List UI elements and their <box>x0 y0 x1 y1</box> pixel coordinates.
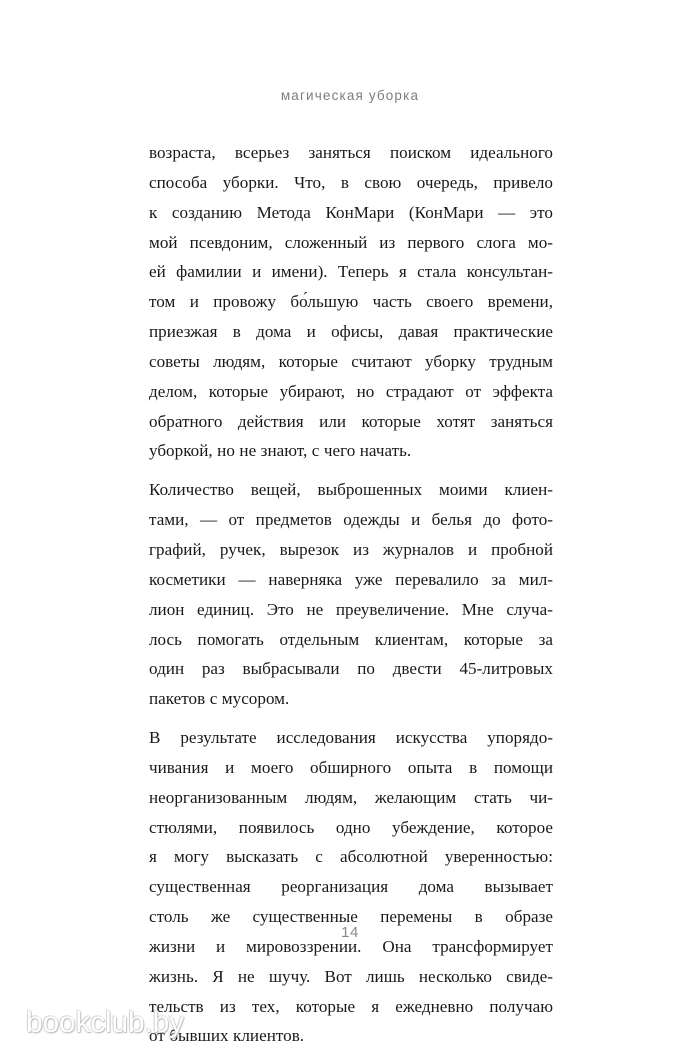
text-line: Количество вещей, выброшенных моими клиен- <box>149 480 553 500</box>
text-line: ей фамилии и имени). Теперь я стала консультан- <box>149 262 553 282</box>
text-line: тами, — от предметов одежды и белья до фото- <box>149 510 553 530</box>
paragraph-3 <box>149 723 553 1051</box>
paragraph-1 <box>149 138 553 466</box>
text-line: графий, ручек, вырезок из журналов и пробной <box>149 539 553 559</box>
text-line: приезжая в дома и офисы, давая практические <box>149 322 553 342</box>
text-line: пакетов с мусором. <box>149 689 290 709</box>
text-line: чивания и моего обширного опыта в помощи <box>149 757 553 777</box>
text-line: советы людям, которые считают уборку трудным <box>149 351 553 371</box>
text-line: обратного действия или которые хотят заняться <box>149 411 553 431</box>
text-line: лось помогать отдельным клиентам, которые за <box>149 629 553 649</box>
text-line: косметики — наверняка уже перевалило за мил- <box>149 569 553 589</box>
running-head: магическая уборка <box>280 88 420 103</box>
text-line: том и провожу бо́льшую часть своего времени, <box>149 292 553 312</box>
text-line: лион единиц. Это не преувеличение. Мне случа- <box>149 599 553 619</box>
text-line: делом, которые убирают, но страдают от эффекта <box>149 381 553 401</box>
text-line: существенная реорганизация дома вызывает <box>149 877 553 897</box>
paragraph-2 <box>149 475 553 714</box>
text-line: возраста, всерьез заняться поиском идеального <box>149 143 553 162</box>
text-line: к созданию Метода КонМари (КонМари — это <box>149 202 553 222</box>
text-line: стюлями, появилось одно убеждение, которое <box>149 817 553 837</box>
text-line: В результате исследования искусства упорядо- <box>149 728 553 748</box>
watermark: bookclub.by <box>26 1006 184 1039</box>
text-line: тельств из тех, которые я ежедневно получаю <box>149 996 553 1016</box>
text-line: я могу высказать с абсолютной уверенностью: <box>149 847 553 867</box>
text-line: неорганизованным людям, желающим стать чи- <box>149 787 553 807</box>
text-line: способа уборки. Что, в свою очередь, привело <box>149 172 553 192</box>
text-line: столь же существенные перемены в образе <box>149 907 553 927</box>
text-line: мой псевдоним, сложенный из первого слога мо- <box>149 232 553 252</box>
page-number: 14 <box>341 924 359 941</box>
text-line: жизнь. Я не шучу. Вот лишь несколько свиде- <box>149 966 553 986</box>
text-line: один раз выбрасывали по двести 45-литровых <box>149 659 553 679</box>
text-line: уборкой, но не знают, с чего начать. <box>149 441 412 461</box>
text-line: от бывших клиентов. <box>149 1026 305 1046</box>
body-text-block <box>149 138 553 1051</box>
text-line: жизни и мировоззрении. Она трансформирует <box>149 936 553 956</box>
